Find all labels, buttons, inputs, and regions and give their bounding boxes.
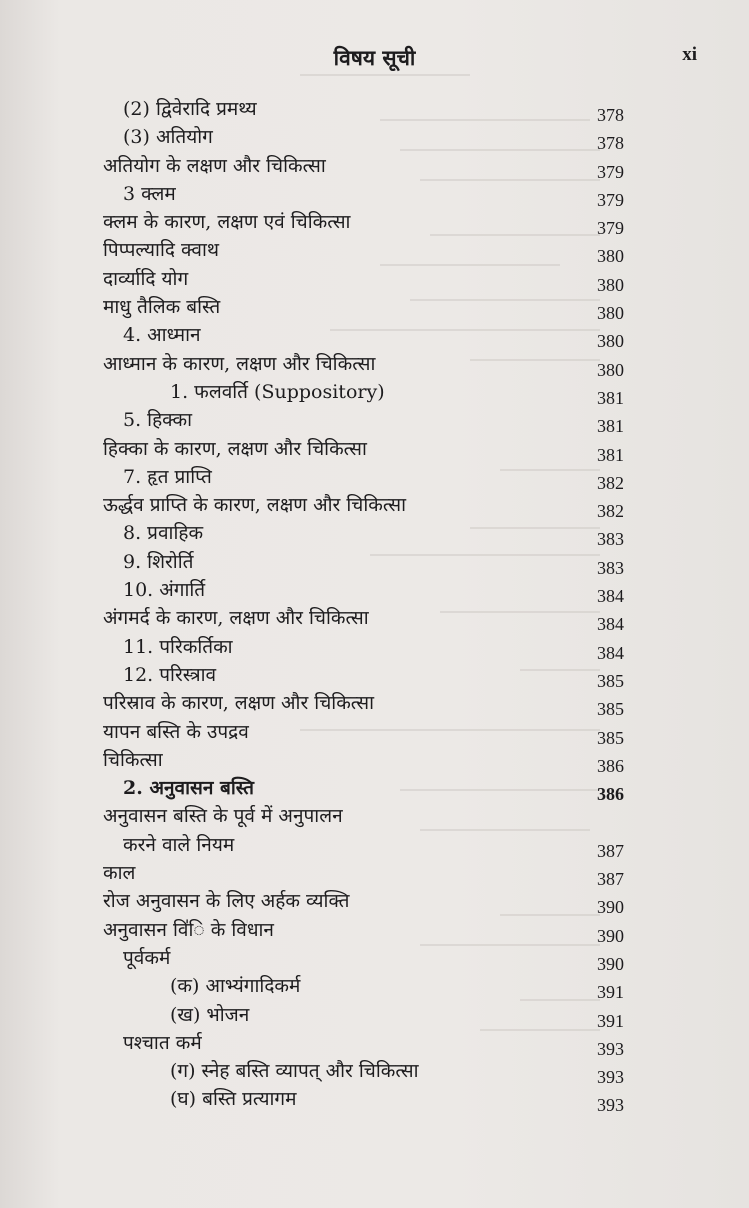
toc-entry-title: (2) द्विवेरादि प्रमथ्य: [123, 98, 257, 120]
toc-entry-page: 380: [597, 331, 624, 352]
toc-entry: [0, 321, 749, 352]
toc-entry-page: 391: [597, 1010, 624, 1031]
toc-entry: [0, 519, 749, 550]
toc-entry-title: 9. शिरोर्ति: [123, 550, 194, 573]
toc-entry-title: 8. प्रवाहिक: [123, 522, 204, 545]
page-title: विषय सूची: [333, 45, 416, 70]
toc-entry: [0, 463, 749, 491]
toc-entry-page: 380: [597, 246, 624, 267]
toc-entry-title: 2. अनुवासन बस्ति: [123, 777, 254, 800]
toc-entry-page: 381: [597, 387, 624, 408]
toc-entry-title: 12. परिस्त्राव: [123, 663, 217, 686]
toc-entry-page: 385: [597, 670, 624, 691]
toc-entry-page: 384: [597, 642, 624, 663]
toc-entry: [0, 152, 749, 180]
toc-entry-title: 5. हिक्का: [123, 409, 193, 432]
toc-entry: [0, 435, 749, 463]
toc-entry: [0, 831, 749, 859]
toc-entry-title: 3 क्लम: [123, 182, 176, 205]
toc-entry: [0, 208, 749, 239]
toc-entry-title: (क) आभ्यंगादिकर्म: [170, 975, 301, 998]
toc-entry: [0, 604, 749, 635]
toc-entry: [0, 548, 749, 576]
toc-entry-title: (ग) स्नेह बस्ति व्यापत् और चिकित्सा: [170, 1060, 419, 1083]
toc-entry-page: 381: [597, 444, 624, 465]
toc-entry: [0, 802, 749, 830]
toc-entry-page: 382: [597, 501, 624, 522]
toc-entry: [0, 774, 749, 805]
toc-entry-page: 378: [597, 105, 624, 125]
toc-entry-page: 385: [597, 727, 624, 748]
toc-entry: [0, 746, 749, 774]
toc-entry: [0, 378, 749, 406]
toc-entry: [0, 718, 749, 746]
toc-entry-title: आध्मान के कारण, लक्षण और चिकित्सा: [103, 352, 376, 375]
toc-entry: [0, 123, 749, 154]
toc-entry-page: 380: [597, 303, 624, 324]
toc-entry-page: 379: [597, 189, 624, 210]
toc-entry: [0, 689, 749, 720]
toc-entry: [0, 1085, 749, 1116]
toc-entry-page: 385: [597, 699, 624, 720]
toc-entry-title: पूर्वकर्म: [123, 946, 171, 969]
toc-entry-title: (3) अतियोग: [123, 126, 213, 149]
toc-entry-page: 378: [597, 133, 624, 154]
toc-entry-title: माधु तैलिक बस्ति: [103, 296, 221, 319]
toc-entry-title: दार्व्यादि योग: [103, 267, 189, 290]
toc-entry-page: 381: [597, 416, 624, 437]
toc-entry: [0, 491, 749, 522]
toc-entry-page: 390: [597, 925, 624, 946]
toc-entry: [0, 944, 749, 972]
toc-entry-title: अंगमर्द के कारण, लक्षण और चिकित्सा: [103, 607, 369, 630]
toc-entry-page: 390: [597, 897, 624, 918]
toc-entry-page: 382: [597, 472, 624, 493]
toc-entry-title: यापन बस्ति के उपद्रव: [103, 720, 249, 743]
toc-entry-title: काल: [103, 862, 136, 885]
toc-entry: [0, 180, 749, 208]
toc-entry-title: 4. आध्मान: [123, 324, 201, 347]
page-number: xi: [682, 44, 697, 65]
table-of-contents: [0, 95, 749, 1114]
toc-entry: [0, 1001, 749, 1029]
toc-entry-title: करने वाले नियम: [123, 833, 235, 856]
toc-entry-page: 380: [597, 359, 624, 380]
toc-entry: [0, 972, 749, 1003]
toc-entry-page: 387: [597, 869, 624, 890]
toc-entry: [0, 887, 749, 918]
toc-entry-page: 384: [597, 586, 624, 607]
toc-entry-page: 390: [597, 953, 624, 974]
toc-entry-page: 393: [597, 1095, 624, 1116]
toc-entry-title: पिप्पल्यादि क्वाथ: [103, 239, 220, 262]
toc-entry-page: 393: [597, 1038, 624, 1059]
toc-entry: [0, 1057, 749, 1088]
toc-entry-title: (घ) बस्ति प्रत्यागम: [170, 1088, 297, 1111]
toc-entry-page: 391: [597, 982, 624, 1003]
toc-entry: [0, 661, 749, 689]
toc-entry-title: पश्चात कर्म: [123, 1031, 202, 1054]
toc-entry-page: 386: [597, 784, 624, 805]
toc-entry-title: हिक्का के कारण, लक्षण और चिकित्सा: [103, 437, 367, 460]
toc-entry: [0, 265, 749, 293]
toc-entry-title: 1. फलवर्ति (Suppository): [170, 380, 385, 403]
toc-entry-page: 383: [597, 529, 624, 550]
toc-entry-title: रोज अनुवासन के लिए अर्हक व्यक्ति: [103, 890, 350, 913]
toc-entry: [0, 576, 749, 607]
toc-entry: [0, 859, 749, 890]
toc-entry-page: 380: [597, 274, 624, 295]
toc-entry: [0, 95, 749, 123]
toc-entry-title: परिस्राव के कारण, लक्षण और चिकित्सा: [103, 692, 375, 715]
toc-entry-page: 384: [597, 614, 624, 635]
toc-entry-title: क्लम के कारण, लक्षण एवं चिकित्सा: [103, 211, 351, 234]
toc-entry-title: 7. हृत प्राप्ति: [123, 465, 212, 488]
toc-entry-page: 383: [597, 557, 624, 578]
toc-entry-page: 387: [597, 840, 624, 861]
toc-entry-page: 386: [597, 755, 624, 776]
toc-entry-page: 379: [597, 161, 624, 182]
toc-entry-title: अतियोग के लक्षण और चिकित्सा: [103, 154, 326, 177]
toc-entry-title: ऊर्द्धव प्राप्ति के कारण, लक्षण और चिकित्सा: [103, 494, 407, 517]
toc-entry: [0, 293, 749, 324]
toc-entry: [0, 406, 749, 437]
toc-entry-title: चिकित्सा: [103, 748, 163, 771]
toc-entry-title: 11. परिकर्तिका: [123, 635, 233, 658]
toc-entry-title: अनुवासन वि॑ि के विधान: [103, 918, 274, 941]
toc-entry: [0, 633, 749, 661]
toc-entry: [0, 236, 749, 267]
toc-entry-title: (ख) भोजन: [170, 1003, 250, 1026]
toc-entry-title: अनुवासन बस्ति के पूर्व में अनुपालन: [103, 805, 343, 828]
toc-entry-page: 379: [597, 218, 624, 239]
toc-entry: [0, 916, 749, 944]
toc-entry-page: 393: [597, 1067, 624, 1088]
toc-entry: [0, 1029, 749, 1057]
toc-entry-title: 10. अंगार्ति: [123, 579, 206, 602]
toc-entry: [0, 350, 749, 378]
